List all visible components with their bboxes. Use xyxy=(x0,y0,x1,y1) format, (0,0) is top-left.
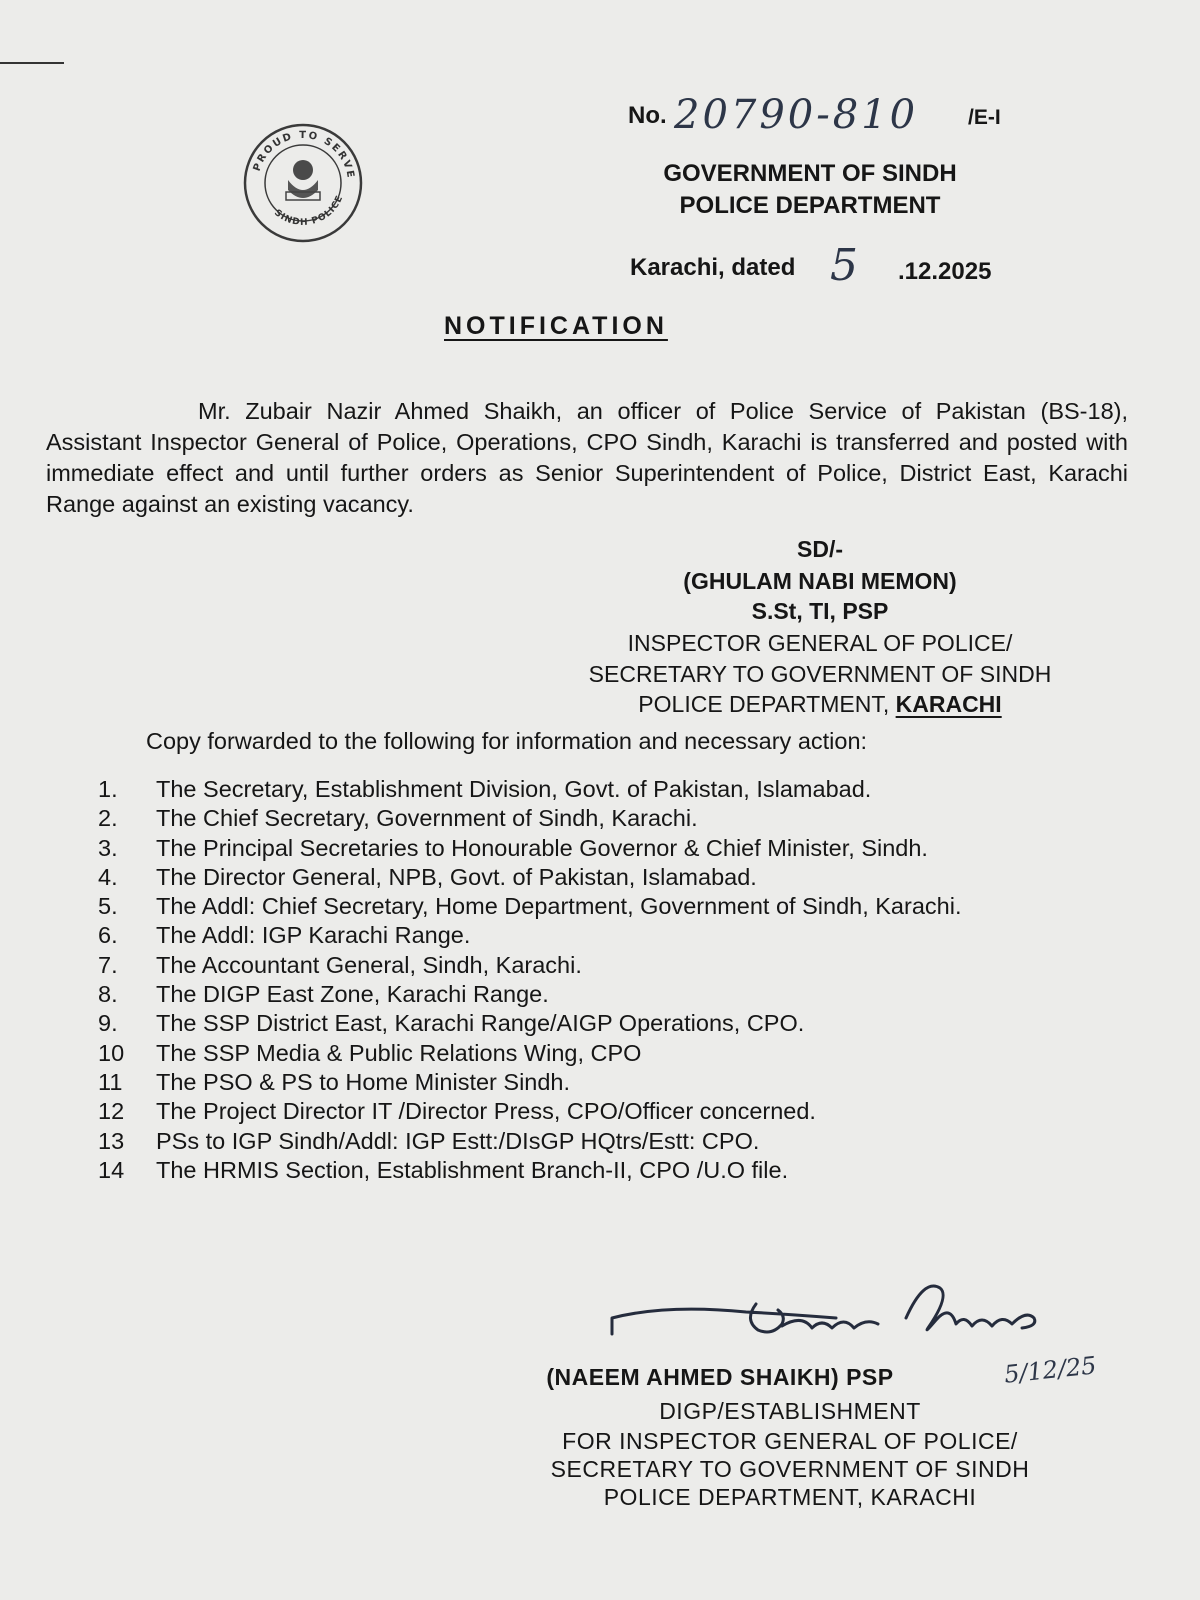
item-number: 2. xyxy=(98,805,118,832)
notification-body: Mr. Zubair Nazir Ahmed Shaikh, an officer of Police Service of Pakistan (BS-18), Assistant Inspector General of Police, Operations, CPO Sindh, Karachi is transferred and posted with immediate effect and until further orders as Senior Superintendent of Police, District East, Karachi Range against an existing vacancy. xyxy=(46,397,1128,517)
signatory2-title-1: DIGP/ESTABLISHMENT xyxy=(659,1398,921,1424)
item-number: 1. xyxy=(98,776,118,802)
item-number: 6. xyxy=(98,922,118,949)
item-number: 5. xyxy=(98,893,118,920)
dated-label: Karachi, dated xyxy=(630,254,796,281)
signatory1-title-1: INSPECTOR GENERAL OF POLICE/ xyxy=(627,630,1013,656)
item-text: The Director General, NPB, Govt. of Pakistan, Islamabad. xyxy=(156,863,757,890)
item-text: The Accountant General, Sindh, Karachi. xyxy=(156,951,582,978)
sd-mark: SD/- xyxy=(797,536,843,562)
item-number: 4. xyxy=(98,863,118,890)
item-text: The Chief Secretary, Government of Sindh, Karachi. xyxy=(156,805,698,832)
signatory2-title-3: SECRETARY TO GOVERNMENT OF SINDH xyxy=(550,1456,1030,1482)
item-text: The HRMIS Section, Establishment Branch-II, CPO /U.O file. xyxy=(156,1156,789,1183)
item-text: PSs to IGP Sindh/Addl: IGP Estt:/DIsGP HQtrs/Estt: CPO. xyxy=(156,1127,760,1154)
list-item xyxy=(98,835,1118,864)
list-item xyxy=(98,922,1118,951)
number-suffix: /E-I xyxy=(968,106,1001,129)
svg-text:SINDH POLICE xyxy=(272,194,345,228)
signatory1-awards: S.St, TI, PSP xyxy=(751,598,889,624)
signatory1-title-2: SECRETARY TO GOVERNMENT OF SINDH xyxy=(588,661,1052,687)
scan-edge-mark xyxy=(0,62,64,64)
copy-forwarded-intro: Copy forwarded to the following for information and necessary action: xyxy=(146,728,868,754)
list-item xyxy=(98,1157,1118,1186)
item-text: The Project Director IT /Director Press, CPO/Officer concerned. xyxy=(156,1098,816,1125)
list-item xyxy=(98,981,1118,1010)
government-heading: GOVERNMENT OF SINDH xyxy=(663,160,957,187)
list-item xyxy=(98,1010,1118,1039)
number-label: No. xyxy=(628,102,667,129)
item-text: The Secretary, Establishment Division, Govt. of Pakistan, Islamabad. xyxy=(156,776,872,802)
handwritten-date-day: 5 xyxy=(830,240,858,291)
distribution-list xyxy=(98,776,1118,1186)
item-number: 11 xyxy=(98,1068,123,1095)
date-month-year: .12.2025 xyxy=(898,258,992,285)
list-item xyxy=(98,805,1118,834)
item-number: 14 xyxy=(98,1156,125,1183)
item-number: 9. xyxy=(98,1010,118,1037)
signatory1-dept: POLICE DEPARTMENT, xyxy=(638,691,890,717)
list-item xyxy=(98,776,1118,805)
handwritten-sign-date: 5/12/25 xyxy=(1002,1351,1098,1389)
signatory2-title-4: POLICE DEPARTMENT, KARACHI xyxy=(603,1484,977,1510)
item-number: 13 xyxy=(98,1127,125,1154)
department-heading: POLICE DEPARTMENT xyxy=(679,192,941,219)
list-item xyxy=(98,952,1118,981)
list-item xyxy=(98,893,1118,922)
list-item xyxy=(98,1040,1118,1069)
item-text: The PSO & PS to Home Minister Sindh. xyxy=(156,1068,571,1095)
item-number: 3. xyxy=(98,834,118,861)
list-item xyxy=(98,1128,1118,1157)
police-seal-icon xyxy=(242,122,364,244)
item-number: 12 xyxy=(98,1098,125,1125)
handwritten-number: 20790-810 xyxy=(674,92,919,138)
item-text: The Principal Secretaries to Honourable Governor & Chief Minister, Sindh. xyxy=(156,834,928,861)
list-item xyxy=(98,864,1118,893)
signatory1-city: KARACHI xyxy=(895,691,1002,717)
list-item xyxy=(98,1098,1118,1127)
handwritten-signature xyxy=(606,1274,1046,1354)
list-item xyxy=(98,1069,1118,1098)
signatory2-title-2: FOR INSPECTOR GENERAL OF POLICE/ xyxy=(562,1428,1018,1454)
item-number: 8. xyxy=(98,981,118,1008)
reference-number xyxy=(628,92,1048,156)
seal-bottom-text: SINDH POLICE xyxy=(272,193,346,229)
item-text: The Addl: Chief Secretary, Home Department, Government of Sindh, Karachi. xyxy=(156,893,962,920)
item-text: The DIGP East Zone, Karachi Range. xyxy=(156,981,549,1008)
notification-title: NOTIFICATION xyxy=(444,312,668,340)
signatory2-name: (NAEEM AHMED SHAIKH) PSP xyxy=(546,1364,894,1390)
signatory1-name: (GHULAM NABI MEMON) xyxy=(683,568,957,594)
item-text: The Addl: IGP Karachi Range. xyxy=(156,922,471,949)
seal-top-text: PROUD TO SERVE xyxy=(251,129,356,181)
signatory1-title-3 xyxy=(520,691,1120,718)
item-text: The SSP District East, Karachi Range/AIGP Operations, CPO. xyxy=(156,1010,805,1037)
item-number: 10 xyxy=(98,1039,125,1066)
item-number: 7. xyxy=(98,951,118,978)
item-text: The SSP Media & Public Relations Wing, CPO xyxy=(156,1039,642,1066)
